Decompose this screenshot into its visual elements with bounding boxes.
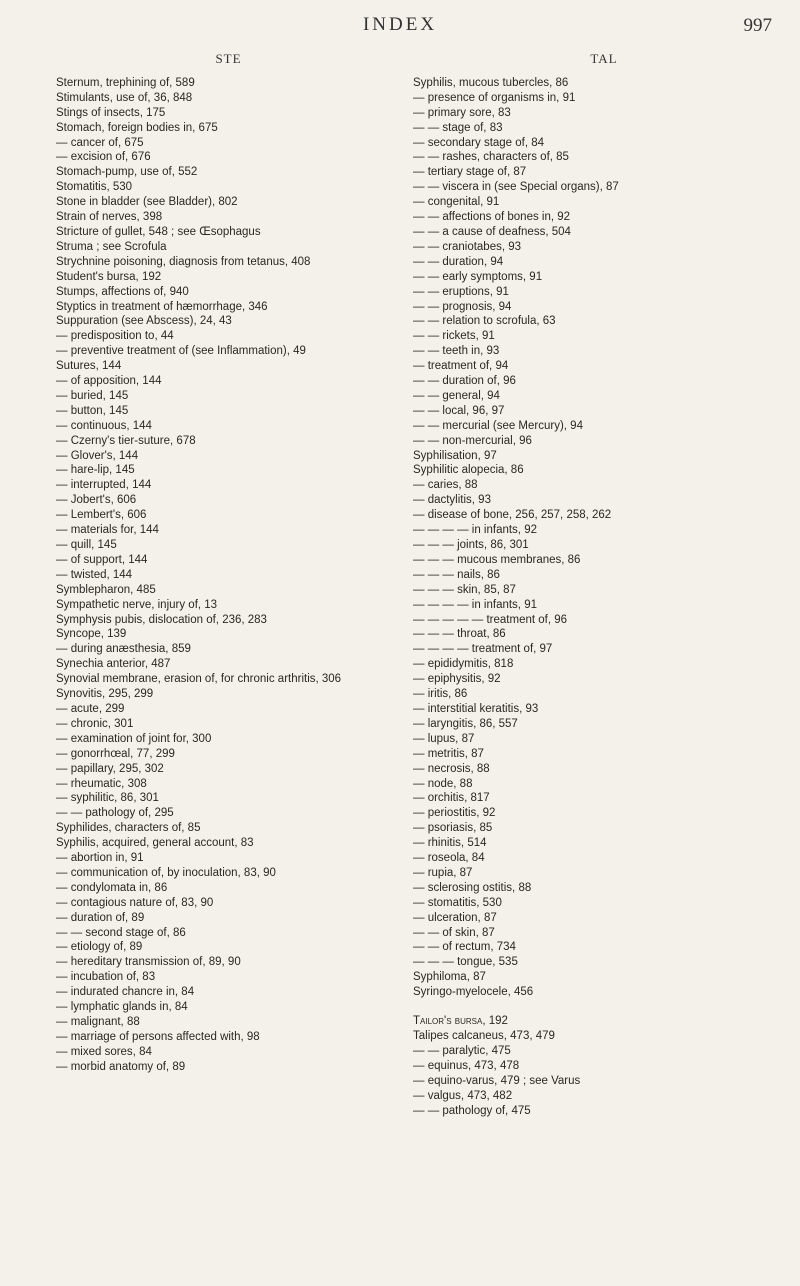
index-entry: Syphilisation, 97 — [413, 449, 497, 462]
index-entry: — valgus, 473, 482 — [413, 1089, 513, 1102]
index-entry: — of support, 144 — [56, 553, 148, 566]
index-entry: — of apposition, 144 — [56, 375, 162, 388]
index-list-left — [56, 76, 401, 1075]
index-entry: Sternum, trephining of, 589 — [56, 76, 195, 89]
index-entry: — preventive treatment of (see Inflammation), 49 — [56, 345, 306, 358]
index-entry: — examination of joint for, 300 — [56, 732, 212, 745]
index-entry: Stumps, affections of, 940 — [56, 285, 189, 298]
index-entry: — Jobert's, 606 — [56, 494, 137, 507]
index-entry: — syphilitic, 86, 301 — [56, 792, 159, 805]
index-entry: Talipes calcaneus, 473, 479 — [413, 1030, 555, 1042]
index-entry: — — relation to scrofula, 63 — [413, 315, 556, 328]
index-entry: — etiology of, 89 — [56, 941, 143, 954]
index-entry: — — pathology of, 295 — [56, 807, 174, 820]
index-entry: Stomach-pump, use of, 552 — [56, 166, 198, 179]
index-entry: — twisted, 144 — [56, 568, 133, 581]
index-entry: — hare-lip, 145 — [56, 464, 135, 477]
index-entry: Suppuration (see Abscess), 24, 43 — [56, 315, 232, 328]
index-entry: — — rickets, 91 — [413, 330, 495, 343]
index-entry: — mixed sores, 84 — [56, 1045, 152, 1058]
index-entry: Stimulants, use of, 36, 848 — [56, 91, 193, 104]
index-entry: — — — — treatment of, 97 — [413, 643, 553, 656]
index-entry: — congenital, 91 — [413, 196, 500, 209]
index-entry: Syphilides, characters of, 85 — [56, 822, 201, 835]
index-entry: — — duration of, 96 — [413, 375, 516, 388]
index-entry: — materials for, 144 — [56, 524, 159, 537]
index-entry: — node, 88 — [413, 777, 473, 790]
index-entry: — caries, 88 — [413, 479, 478, 492]
index-entry: Synovitis, 295, 299 — [56, 688, 154, 701]
index-entry: — — early symptoms, 91 — [413, 270, 543, 283]
index-entry: — — — nails, 86 — [413, 568, 500, 581]
index-entry: — — general, 94 — [413, 389, 500, 402]
index-entry: — — — — — treatment of, 96 — [413, 613, 568, 626]
index-entry: Stomach, foreign bodies in, 675 — [56, 121, 218, 134]
index-list-right — [413, 76, 795, 1000]
index-entry: — — prognosis, 94 — [413, 300, 512, 313]
index-entry: — laryngitis, 86, 557 — [413, 717, 518, 730]
index-entry: — chronic, 301 — [56, 717, 134, 730]
index-entry: — — stage of, 83 — [413, 121, 503, 134]
index-entry: — — second stage of, 86 — [56, 926, 186, 939]
index-entry: — equinus, 473, 478 — [413, 1059, 520, 1072]
column-heading-left: STE — [215, 51, 242, 66]
index-entry: — — — skin, 85, 87 — [413, 583, 516, 596]
index-entry: Syphiloma, 87 — [413, 971, 486, 984]
index-entry: — hereditary transmission of, 89, 90 — [56, 956, 241, 969]
index-entry: — duration of, 89 — [56, 911, 145, 924]
index-entry: Synovial membrane, erasion of, for chronic arthritis, 306 — [56, 673, 342, 686]
index-entry: Student's bursa, 192 — [56, 270, 162, 283]
index-entry: — — paralytic, 475 — [413, 1044, 511, 1057]
index-entry: — — teeth in, 93 — [413, 345, 500, 358]
index-entry: — periostitis, 92 — [413, 807, 496, 820]
index-entry: — — non-mercurial, 96 — [413, 434, 532, 447]
index-entry: — — — — in infants, 92 — [413, 524, 537, 537]
index-entry: Strain of nerves, 398 — [56, 211, 163, 224]
index-column-right — [413, 52, 795, 1118]
index-entry: — — — tongue, 535 — [413, 956, 518, 969]
index-entry: Styptics in treatment of hæmorrhage, 346 — [56, 300, 268, 313]
index-entry: — predisposition to, 44 — [56, 330, 174, 343]
index-entry: Syncope, 139 — [56, 628, 127, 641]
index-entry: — psoriasis, 85 — [413, 822, 493, 835]
index-entry: — — affections of bones in, 92 — [413, 211, 571, 224]
index-entry: — secondary stage of, 84 — [413, 136, 545, 149]
index-entry: — — — joints, 86, 301 — [413, 539, 529, 551]
index-entry: — — eruptions, 91 — [413, 285, 509, 298]
index-entry: Symphysis pubis, dislocation of, 236, 283 — [56, 613, 267, 626]
index-entry: — interrupted, 144 — [56, 479, 152, 492]
index-entry: — epiphysitis, 92 — [413, 673, 501, 686]
index-entry: Strychnine poisoning, diagnosis from tetanus, 408 — [56, 255, 311, 268]
index-entry: — metritis, 87 — [413, 747, 484, 760]
page-title: INDEX — [362, 14, 438, 35]
index-entry: — acute, 299 — [56, 702, 125, 715]
index-entry: — — local, 96, 97 — [413, 404, 505, 417]
index-entry: — disease of bone, 256, 257, 258, 262 — [413, 509, 612, 522]
index-entry: — morbid anatomy of, 89 — [56, 1060, 186, 1073]
index-entry: — rupia, 87 — [413, 866, 473, 879]
index-entry: — lupus, 87 — [413, 732, 475, 745]
index-entry: Tailor's bursa, 192 — [413, 1015, 508, 1028]
index-entry: — excision of, 676 — [56, 151, 151, 164]
index-entry: — contagious nature of, 83, 90 — [56, 896, 214, 909]
index-entry: — buried, 145 — [56, 389, 129, 402]
index-entry: Synechia anterior, 487 — [56, 658, 171, 671]
index-entry: — — of rectum, 734 — [413, 941, 516, 954]
index-entry: — indurated chancre in, 84 — [56, 986, 195, 999]
index-entry: — gonorrhœal, 77, 299 — [56, 747, 175, 760]
index-entry: — marriage of persons affected with, 98 — [56, 1030, 260, 1043]
index-list-right-t-section — [413, 1014, 795, 1118]
index-entry: — epididymitis, 818 — [413, 658, 514, 671]
index-entry: — ulceration, 87 — [413, 911, 497, 924]
index-entry: — condylomata in, 86 — [56, 881, 168, 894]
index-entry: Syringo-myelocele, 456 — [413, 986, 534, 999]
index-entry: — Lembert's, 606 — [56, 509, 147, 522]
index-entry: — stomatitis, 530 — [413, 896, 502, 909]
index-entry: — malignant, 88 — [56, 1016, 140, 1028]
index-entry: Stings of insects, 175 — [56, 106, 166, 119]
index-entry: — — of skin, 87 — [413, 926, 495, 939]
index-entry: Symblepharon, 485 — [56, 583, 156, 596]
index-entry: — — craniotabes, 93 — [413, 240, 522, 253]
index-entry: — button, 145 — [56, 404, 129, 417]
index-entry: — — a cause of deafness, 504 — [413, 225, 571, 238]
index-entry: — — mercurial (see Mercury), 94 — [413, 419, 583, 432]
index-entry: — treatment of, 94 — [413, 360, 509, 373]
index-column-left — [56, 52, 401, 1075]
index-entry: — Glover's, 144 — [56, 449, 139, 462]
index-entry: Struma ; see Scrofula — [56, 240, 167, 253]
index-entry: — — viscera in (see Special organs), 87 — [413, 181, 619, 194]
page-number: 997 — [743, 15, 772, 36]
index-entry: — necrosis, 88 — [413, 762, 490, 775]
index-entry: Stone in bladder (see Bladder), 802 — [56, 196, 238, 209]
index-entry: Stricture of gullet, 548 ; see Œsophagus — [56, 225, 261, 238]
index-entry: — equino-varus, 479 ; see Varus — [413, 1074, 581, 1087]
index-entry: Syphilis, acquired, general account, 83 — [56, 837, 254, 850]
index-entry: — cancer of, 675 — [56, 136, 144, 149]
index-entry: — papillary, 295, 302 — [56, 762, 164, 775]
index-entry: — — — throat, 86 — [413, 628, 506, 641]
index-entry: — communication of, by inoculation, 83, 90 — [56, 866, 276, 879]
index-entry: — primary sore, 83 — [413, 106, 511, 119]
index-entry: — continuous, 144 — [56, 419, 152, 432]
index-entry: — during anæsthesia, 859 — [56, 643, 191, 656]
index-entry: — presence of organisms in, 91 — [413, 91, 576, 104]
index-entry: — abortion in, 91 — [56, 852, 144, 865]
index-entry: — tertiary stage of, 87 — [413, 166, 527, 179]
index-entry: Sympathetic nerve, injury of, 13 — [56, 598, 218, 611]
index-entry: — iritis, 86 — [413, 688, 468, 701]
index-entry: — dactylitis, 93 — [413, 494, 491, 507]
column-heading-right: TAL — [590, 51, 618, 66]
index-entry: — Czerny's tier-suture, 678 — [56, 434, 196, 447]
index-entry: — — duration, 94 — [413, 255, 504, 268]
index-entry: — — — mucous membranes, 86 — [413, 553, 581, 566]
index-entry: — — pathology of, 475 — [413, 1104, 531, 1117]
index-entry: Stomatitis, 530 — [56, 181, 133, 194]
index-entry: — interstitial keratitis, 93 — [413, 702, 539, 715]
index-entry: — lymphatic glands in, 84 — [56, 1001, 188, 1014]
index-entry: Syphilitic alopecia, 86 — [413, 464, 524, 477]
index-entry: — sclerosing ostitis, 88 — [413, 881, 532, 894]
index-entry: — rhinitis, 514 — [413, 837, 487, 850]
index-entry: Syphilis, mucous tubercles, 86 — [413, 76, 569, 89]
index-entry: Sutures, 144 — [56, 360, 122, 373]
index-entry: — rheumatic, 308 — [56, 777, 147, 790]
index-entry: — — — — in infants, 91 — [413, 598, 537, 611]
index-entry: — quill, 145 — [56, 539, 117, 551]
index-entry: — incubation of, 83 — [56, 971, 156, 984]
index-entry: — — rashes, characters of, 85 — [413, 151, 569, 164]
index-entry: — orchitis, 817 — [413, 792, 490, 805]
index-entry: — roseola, 84 — [413, 852, 485, 865]
